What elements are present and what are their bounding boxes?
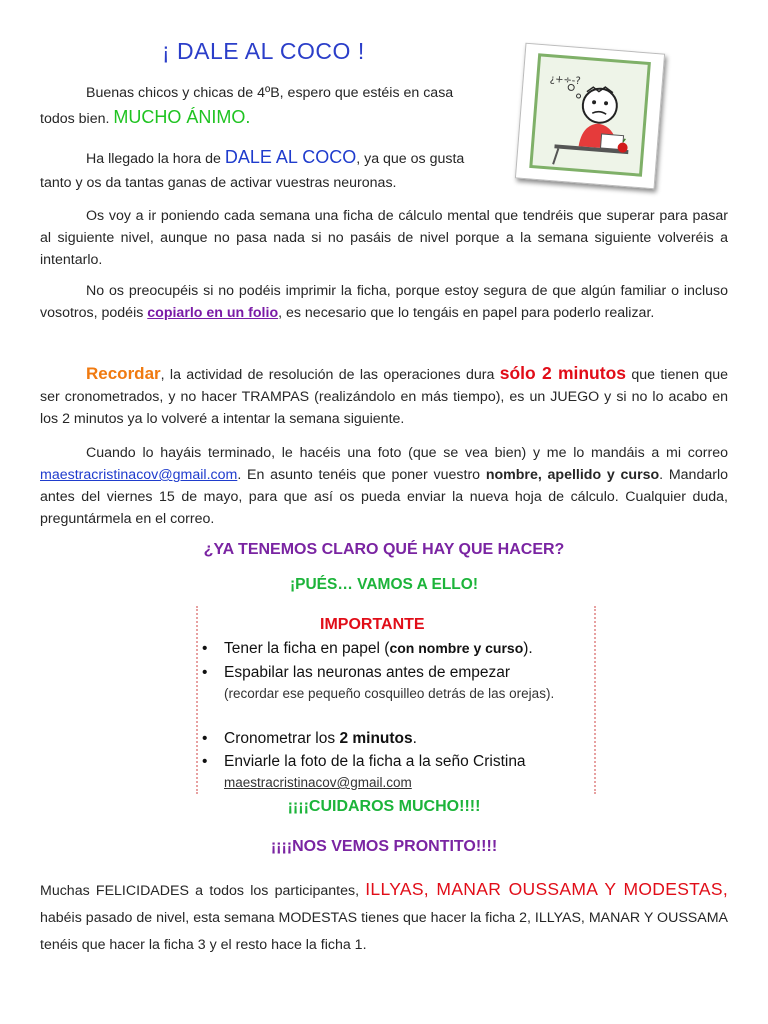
nos-vemos-heading: ¡¡¡¡NOS VEMOS PRONTITO!!!! <box>270 838 498 855</box>
copiarlo-link[interactable]: copiarlo en un folio <box>147 305 279 321</box>
bullet-3-bold: 2 minutos <box>339 730 413 747</box>
dale-al-coco-inline: DALE AL COCO <box>224 147 357 167</box>
congrats-text-b: habéis pasado de nivel, esta semana MODESTAS tienes que hacer la ficha 2, ILLYAS, MANAR Y OUSSAMA tenéis que hacer la ficha 3 y el resto hace la ficha 1. <box>40 910 728 953</box>
bullet-1-text-a: Tener la ficha en papel ( <box>224 640 390 657</box>
congrats-text-a: Muchas FELICIDADES a todos los participantes, <box>40 883 366 899</box>
print-text-b: , es necesario que lo tengáis en papel para poderlo realizar. <box>278 305 655 321</box>
bullet-3-text-a: Cronometrar los <box>224 730 340 747</box>
bullet-dot: • <box>202 640 208 657</box>
email-link[interactable]: maestracristinacov@gmail.com <box>40 467 238 483</box>
thinking-kid-illustration <box>516 44 664 188</box>
greeting-line-1: Buenas chicos y chicas de 4ºB, espero que estéis en casa <box>86 85 454 101</box>
bullet-item-2 <box>202 662 590 683</box>
winners-names: ILLYAS, MANAR OUSSAMA Y MODESTAS, <box>365 879 728 899</box>
thinking-kid-image <box>515 43 665 190</box>
bullet-1-text-c: ). <box>523 640 533 657</box>
thought-text: ¿+÷-? <box>549 73 582 88</box>
intro-text-a: Ha llegado la hora de <box>86 151 225 167</box>
send-text-b: . En asunto tenéis que poner vuestro <box>237 467 486 483</box>
intro-text-c: , ya que os gusta <box>356 151 465 167</box>
greeting-text: todos bien. <box>40 111 114 127</box>
important-title: IMPORTANTE <box>320 616 425 633</box>
solo-2-minutos-text: sólo 2 minutos <box>499 363 626 383</box>
bullet-4-text: Enviarle la foto de la ficha a la seño Cristina <box>224 753 526 770</box>
greeting-line-2 <box>40 106 500 130</box>
recordar-text-b: , la actividad de resolución de las operaciones dura <box>160 367 500 383</box>
bullet-dot: • <box>202 664 208 681</box>
bullet-3-text-c: . <box>412 730 417 747</box>
intro-line-1 <box>86 146 506 170</box>
weekly-sheet-paragraph: Os voy a ir poniendo cada semana una ficha de cálculo mental que tendréis que superar para pasar al siguiente nivel, aunque no pasa nada si no pasáis de nivel porque a la semana siguiente volveréis a intentarlo. <box>40 208 728 268</box>
bullet-dot: • <box>202 730 208 747</box>
name-surname-course-text: nombre, apellido y curso <box>485 467 660 483</box>
send-text-a: Cuando lo hayáis terminado, le hacéis una foto (que se vea bien) y me lo mandáis a mi correo <box>86 445 728 461</box>
bullet-item-3 <box>202 728 590 749</box>
vamos-a-ello-heading: ¡PUÉS… VAMOS A ELLO! <box>289 576 478 593</box>
page-title: ¡ DALE AL COCO ! <box>162 38 365 64</box>
send-text-d: . Mandarlo antes del viernes 15 de mayo, para que así os pueda enviar la nueva hoja de cálculo. Cualquier duda, preguntármela en el correo. <box>40 467 728 527</box>
important-email-link[interactable]: maestracristinacov@gmail.com <box>224 775 412 790</box>
send-photo-paragraph <box>40 442 728 530</box>
mucho-animo-text: MUCHO ÁNIMO. <box>113 107 251 127</box>
recordar-text: Recordar <box>86 364 161 383</box>
cuidaros-heading: ¡¡¡¡CUIDAROS MUCHO!!!! <box>287 798 481 815</box>
bullet-dot: • <box>202 753 208 770</box>
congratulations-paragraph <box>40 876 728 959</box>
print-text-a: No os preocupéis si no podéis imprimir la ficha, porque estoy segura de que algún familiar o incluso vosotros, podéis <box>40 283 728 321</box>
print-paragraph <box>40 280 728 324</box>
bullet-2-note: (recordar ese pequeño cosquilleo detrás de las orejas). <box>224 686 555 701</box>
bullet-item-1 <box>202 638 590 659</box>
recordar-paragraph <box>40 362 728 430</box>
intro-line-2: tanto y os da tantas ganas de activar vuestras neuronas. <box>40 175 397 191</box>
bullet-item-4 <box>202 751 594 772</box>
question-heading: ¿YA TENEMOS CLARO QUÉ HAY QUE HACER? <box>203 541 565 558</box>
recordar-text-d: que tienen que ser cronometrados, y no hacer TRAMPAS (realizándolo en más tiempo), es un JUEGO y si no lo acabo en los 2 minutos ya lo volveré a intentar la semana siguiente. <box>40 367 729 427</box>
bullet-2-text: Espabilar las neuronas antes de empezar <box>224 664 511 681</box>
bullet-1-bold: con nombre y curso <box>389 640 524 656</box>
